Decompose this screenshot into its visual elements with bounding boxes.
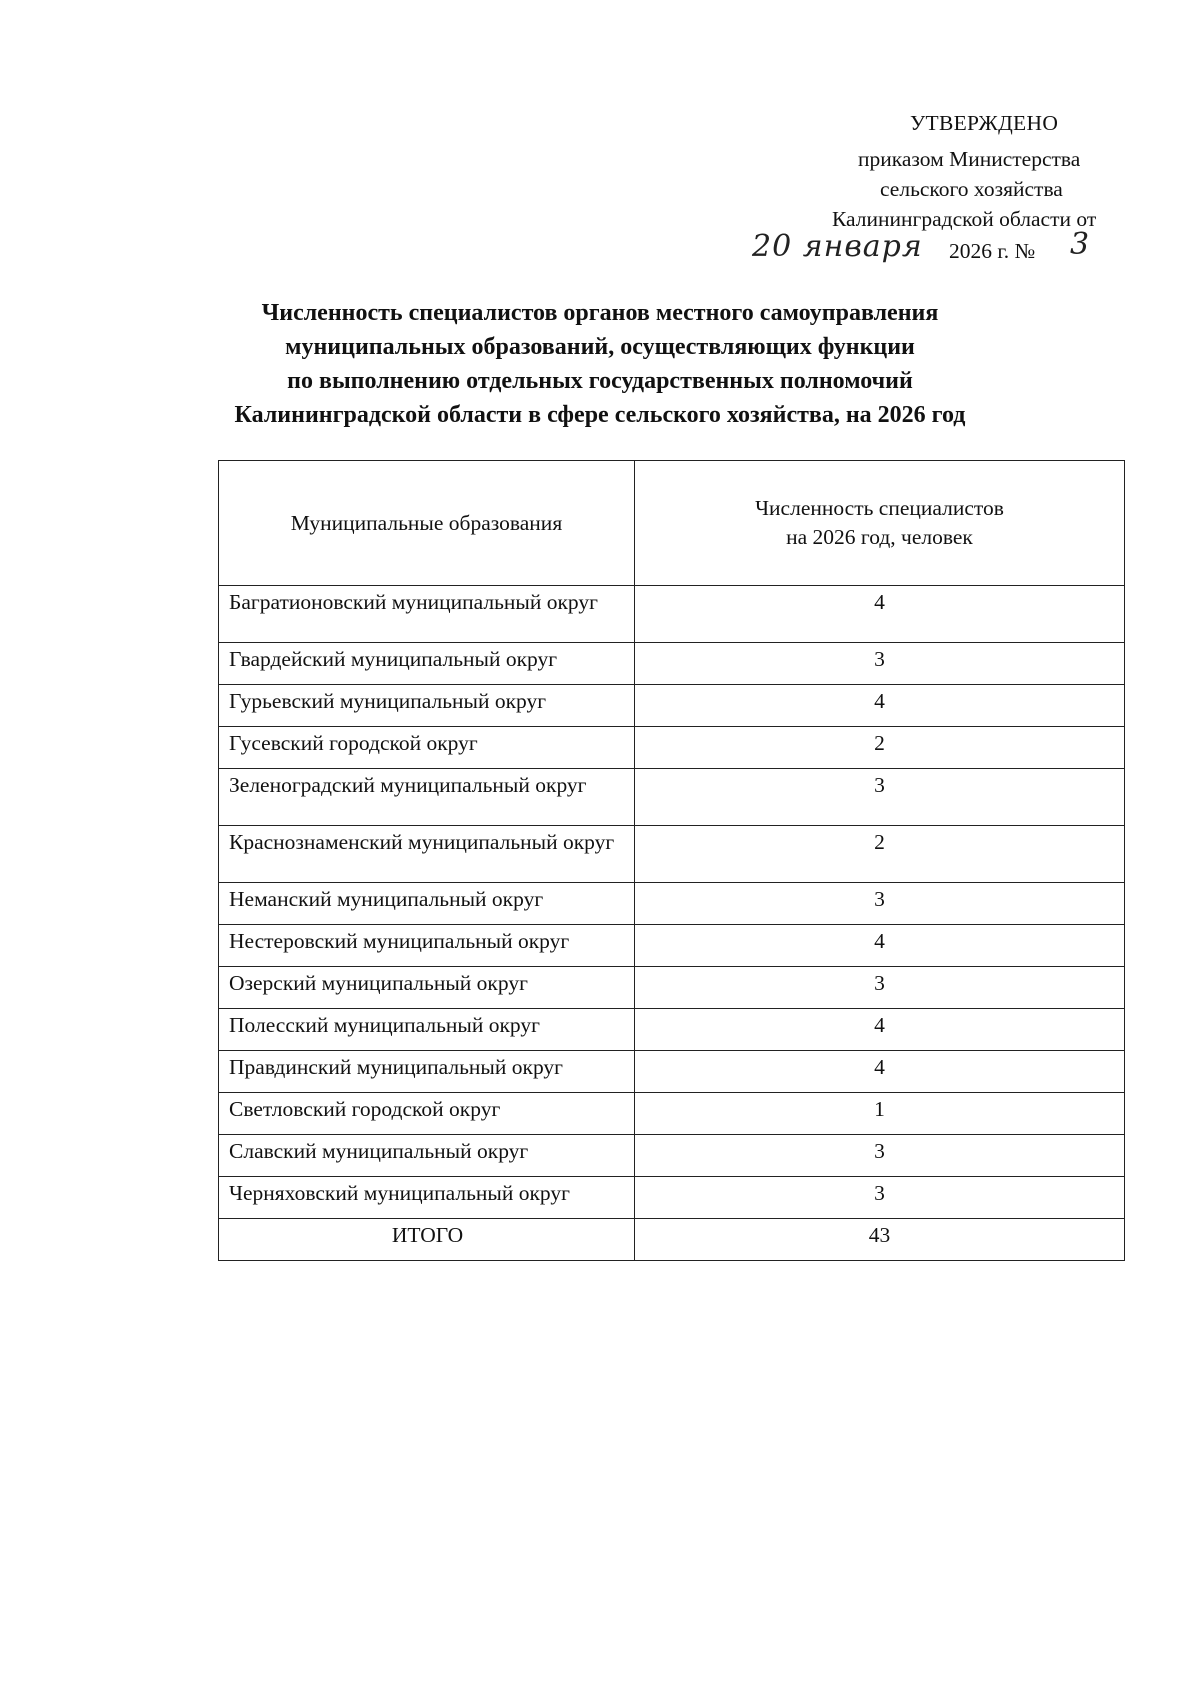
row-municipality: Багратионовский муниципальный округ [219,586,635,643]
table-row [219,967,1125,1009]
row-municipality: Гусевский городской округ [219,727,635,769]
title-line-4: Калининградской области в сфере сельского хозяйства, на 2026 год [234,402,966,428]
row-count: 4 [635,586,1125,643]
row-count: 4 [635,1009,1125,1051]
row-municipality: Светловский городской округ [219,1093,635,1135]
header-specialists-line-1: Численность специалистов [755,496,1004,520]
header-specialists-count [635,461,1125,586]
table-header-row [219,461,1125,586]
approval-stamp-block [752,108,1162,268]
handwritten-date: 20 января [752,229,923,264]
title-line-2: муниципальных образований, осуществляющих функции [285,334,915,360]
approval-line-2: сельского хозяйства [880,177,1063,201]
row-municipality: Краснознаменский муниципальный округ [219,826,635,883]
row-count: 3 [635,967,1125,1009]
specialists-table [218,460,1125,1261]
table-row [219,643,1125,685]
table-row [219,1009,1125,1051]
row-count: 3 [635,643,1125,685]
title-line-3: по выполнению отдельных государственных полномочий [287,368,913,394]
row-count: 3 [635,1135,1125,1177]
row-municipality: Славский муниципальный округ [219,1135,635,1177]
row-count: 4 [635,1051,1125,1093]
row-municipality: Зеленоградский муниципальный округ [219,769,635,826]
row-count: 1 [635,1093,1125,1135]
row-municipality: Гвардейский муниципальный округ [219,643,635,685]
row-municipality: Гурьевский муниципальный округ [219,685,635,727]
row-count: 3 [635,769,1125,826]
table-row [219,826,1125,883]
row-count: 3 [635,1177,1125,1219]
table-row [219,685,1125,727]
table-row [219,1051,1125,1093]
header-municipalities: Муниципальные образования [219,461,635,586]
approval-line-1: приказом Министерства [858,147,1081,171]
table-row [219,586,1125,643]
row-count: 4 [635,685,1125,727]
row-count: 3 [635,883,1125,925]
row-municipality: Правдинский муниципальный округ [219,1051,635,1093]
total-label: ИТОГО [219,1219,635,1261]
total-value: 43 [635,1219,1125,1261]
table-row [219,727,1125,769]
document-title [160,296,1040,432]
table-row [219,1135,1125,1177]
row-municipality: Нестеровский муниципальный округ [219,925,635,967]
table-row [219,1093,1125,1135]
handwritten-order-number: 3 [1070,227,1090,262]
approval-date-line [752,227,1172,272]
row-municipality: Черняховский муниципальный округ [219,1177,635,1219]
table-row [219,1177,1125,1219]
table-row [219,925,1125,967]
title-line-1: Численность специалистов органов местного самоуправления [261,300,939,326]
table-total-row [219,1219,1125,1261]
row-municipality: Полесский муниципальный округ [219,1009,635,1051]
row-municipality: Неманский муниципальный округ [219,883,635,925]
header-specialists-line-2: на 2026 год, человек [786,525,973,549]
approval-year-text: 2026 г. № [949,239,1036,263]
row-count: 4 [635,925,1125,967]
table-row [219,769,1125,826]
row-count: 2 [635,826,1125,883]
approval-line-3: Калининградской области от [832,207,1097,231]
row-count: 2 [635,727,1125,769]
approval-heading: УТВЕРЖДЕНО [910,111,1059,135]
row-municipality: Озерский муниципальный округ [219,967,635,1009]
table-row [219,883,1125,925]
